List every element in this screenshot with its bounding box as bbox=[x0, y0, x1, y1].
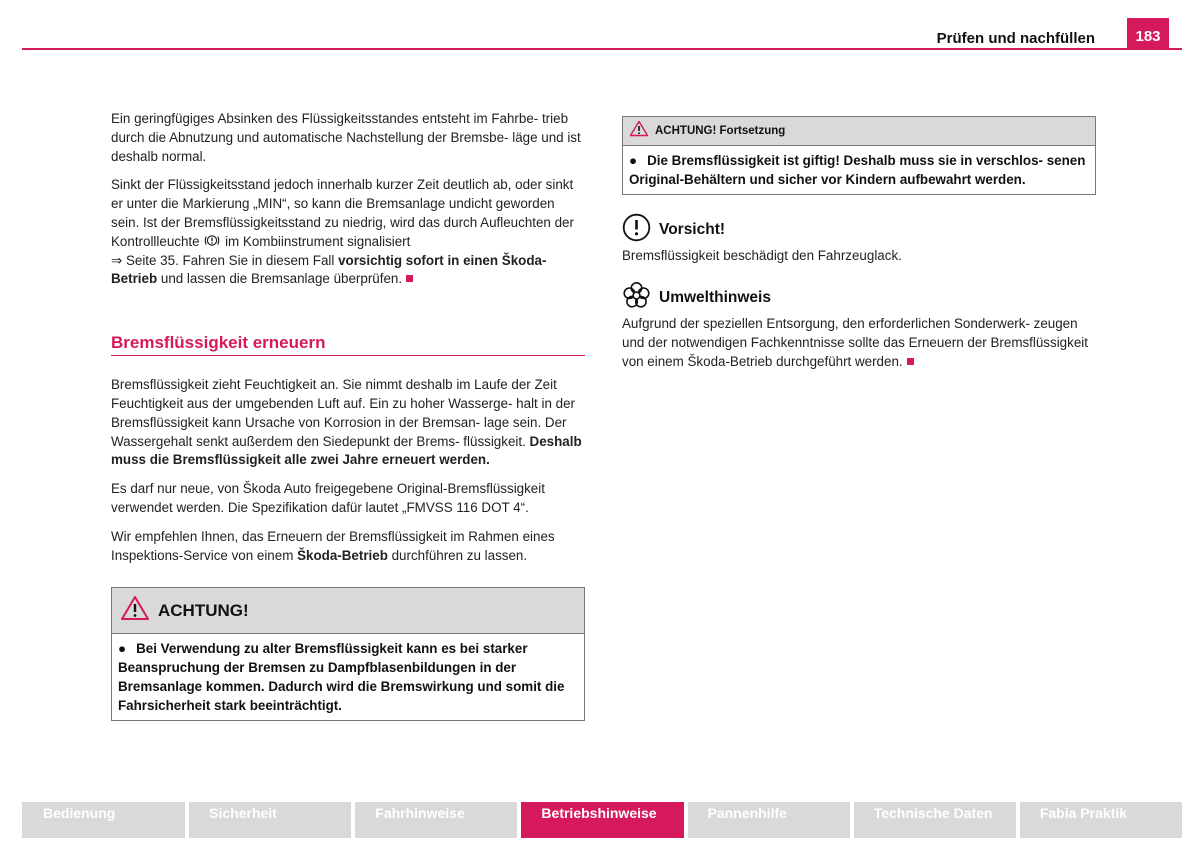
nav-tab-sicherheit[interactable]: Sicherheit bbox=[189, 802, 351, 838]
warning-triangle-icon bbox=[120, 595, 150, 626]
nav-tab-fabia-praktik[interactable]: Fabia Praktik bbox=[1020, 802, 1182, 838]
environment-header bbox=[622, 281, 1096, 315]
nav-tab-technische-daten[interactable]: Technische Daten bbox=[854, 802, 1016, 838]
environment-title: Umwelthinweis bbox=[659, 289, 771, 307]
paragraph-recommendation: Wir empfehlen Ihnen, das Erneuern der Bremsflüssigkeit im Rahmen eines Inspektions-Service von einem Škoda-Betrieb durchführen zu lassen. bbox=[111, 528, 555, 563]
warning-box bbox=[111, 587, 585, 720]
brake-warning-light-icon bbox=[203, 234, 221, 249]
nav-tab-betriebshinweise[interactable]: Betriebshinweise bbox=[521, 802, 683, 838]
warning-triangle-icon bbox=[629, 120, 649, 142]
exclamation-circle-icon bbox=[622, 213, 651, 247]
flower-icon bbox=[622, 281, 651, 315]
paragraph-wear: Ein geringfügiges Absinken des Flüssigkeitsstandes entsteht im Fahrbe- trieb durch die Abnutzung und automatische Nachstellung der Bremsbe- läge und ist deshalb normal. bbox=[111, 111, 581, 164]
warning-header bbox=[112, 588, 584, 634]
page-header-title: Prüfen und nachfüllen bbox=[936, 30, 1095, 47]
paragraph-specification: Es darf nur neue, von Škoda Auto freigegebene Original-Bremsflüssigkeit verwendet werden. Die Spezifikation dafür lautet „FMVSS 116 DOT 4“. bbox=[111, 481, 545, 515]
warning-title: ACHTUNG! bbox=[158, 600, 249, 620]
warning-continuation-box bbox=[622, 116, 1096, 195]
bullet-icon: ● bbox=[629, 153, 638, 168]
left-column bbox=[111, 110, 585, 721]
right-column bbox=[622, 116, 1096, 372]
nav-tab-bedienung[interactable]: Bedienung bbox=[22, 802, 185, 838]
paragraph-moisture: Bremsflüssigkeit zieht Feuchtigkeit an. Sie nimmt deshalb im Laufe der Zeit Feuchtigkeit aus der umgebenden Luft auf. Ein zu hoher Wasserge- halt in der Bremsflüssigkeit kann Ursache von Korrosion in der Bremsan- lage sein. Der Wassergehalt senkt außerdem den Siedepunkt der Brems- flüssigkeit. Deshalb muss die Bremsflüssigkeit alle zwei Jahre erneuert werden. bbox=[111, 377, 582, 468]
end-marker-icon bbox=[907, 358, 914, 365]
warning-continuation-text: ● Die Bremsflüssigkeit ist giftig! Deshalb muss sie in verschlos- senen Original-Behältern und sicher vor Kindern aufbewahrt werden. bbox=[629, 153, 1086, 187]
nav-tab-pannenhilfe[interactable]: Pannenhilfe bbox=[688, 802, 850, 838]
warning-continuation-header bbox=[623, 117, 1095, 146]
environment-text: Aufgrund der speziellen Entsorgung, den erforderlichen Sonderwerk- zeugen und der notwendigen Fachkenntnisse sollte das Erneuern der Bremsflüssigkeit von einem Škoda-Betrieb durchgeführt werden. bbox=[622, 316, 1088, 369]
header-divider bbox=[22, 48, 1182, 50]
chapter-navigation bbox=[22, 802, 1182, 838]
bullet-icon: ● bbox=[118, 641, 127, 657]
paragraph-level-drop: Sinkt der Flüssigkeitsstand jedoch innerhalb kurzer Zeit deutlich ab, oder sinkt er unter die Markierung „MIN“, so kann die Bremsanlage undicht geworden sein. Ist der Bremsflüssigkeitsstand zu niedrig, wird das durch Aufleuchten der Kontrollleuchte im Kombiinstrument signalisiert ⇒ Seite 35. Fahren Sie in diesem Fall vorsichtig sofort in einen Škoda-Betrieb und lassen die Bremsanlage überprüfen. bbox=[111, 177, 574, 287]
caution-header bbox=[622, 213, 1096, 247]
end-marker-icon bbox=[406, 275, 413, 282]
caution-text: Bremsflüssigkeit beschädigt den Fahrzeuglack. bbox=[622, 247, 902, 263]
section-title: Bremsflüssigkeit erneuern bbox=[111, 333, 585, 356]
caution-title: Vorsicht! bbox=[659, 220, 726, 238]
warning-continuation-title: ACHTUNG! Fortsetzung bbox=[655, 125, 786, 137]
nav-tab-fahrhinweise[interactable]: Fahrhinweise bbox=[355, 802, 517, 838]
warning-text: ● Bei Verwendung zu alter Bremsflüssigkeit kann es bei starker Beanspruchung der Bremsen zu Dampfblasenbildungen in der Bremsanlage kommen. Dadurch wird die Bremswirkung und somit die Fahrsicherheit stark beeinträchtigt. bbox=[118, 641, 565, 713]
page-number: 183 bbox=[1127, 18, 1169, 50]
